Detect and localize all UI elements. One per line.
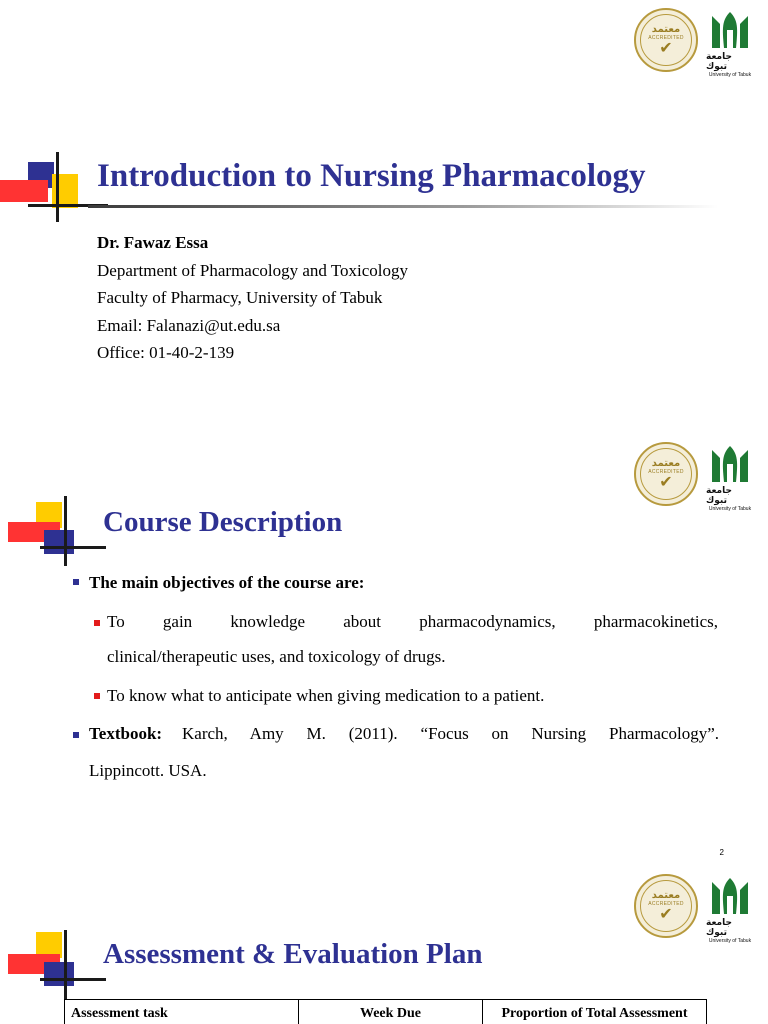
university-arabic-name: جامعة تبوك [706, 486, 732, 506]
assessment-table [64, 999, 707, 1024]
logo-group [634, 442, 754, 512]
checkmark-icon: ✔ [659, 905, 673, 923]
presenter-name: Dr. Fawaz Essa [97, 233, 209, 252]
page-number: 2 [719, 848, 724, 857]
university-emblem-icon [708, 8, 752, 52]
accreditation-seal-logo [634, 874, 698, 938]
table-header-cell: Week Due [299, 1000, 483, 1024]
textbook-line1 [89, 722, 719, 746]
slide-assessment-plan [0, 862, 768, 1024]
university-english-name: University of Tabuk [708, 72, 752, 78]
title-ornament [0, 496, 110, 566]
university-english-name: University of Tabuk [708, 938, 752, 944]
accreditation-seal-logo [634, 442, 698, 506]
seal-english-text: ACCREDITED [648, 900, 684, 907]
title-ornament [0, 930, 110, 1000]
title-ornament [0, 152, 110, 222]
university-logo [706, 8, 754, 78]
textbook-label: Textbook: [89, 724, 163, 743]
seal-arabic-text: معتمد [651, 457, 681, 469]
office-text: Office: 01-40-2-139 [97, 343, 235, 362]
slide-title-text: Course Description [103, 506, 343, 538]
checkmark-icon: ✔ [659, 473, 673, 491]
table-header-cell: Assessment task [65, 1000, 299, 1024]
accreditation-seal-logo [634, 8, 698, 72]
objectives-heading: The main objectives of the course are: [89, 573, 365, 592]
title-underline [88, 205, 718, 208]
university-arabic-name: جامعة تبوك [706, 52, 732, 72]
presenter-info [97, 229, 408, 367]
checkmark-icon: ✔ [659, 39, 673, 57]
slide-title-text: Assessment & Evaluation Plan [103, 938, 483, 970]
table-header-cell: Proportion of Total Assessment [483, 1000, 707, 1024]
bullet-square-icon [73, 732, 79, 738]
university-logo [706, 442, 754, 512]
table-header-row [65, 1000, 707, 1024]
university-arabic-name: جامعة تبوك [706, 918, 732, 938]
seal-english-text: ACCREDITED [648, 34, 684, 41]
seal-english-text: ACCREDITED [648, 468, 684, 475]
seal-arabic-text: معتمد [651, 889, 681, 901]
logo-group [634, 874, 754, 944]
logo-group [634, 8, 754, 78]
university-logo [706, 874, 754, 944]
objective-2: To know what to anticipate when giving medication to a patient. [107, 686, 545, 705]
faculty-text: Faculty of Pharmacy, University of Tabuk [97, 288, 383, 307]
textbook-line2: Lippincott. USA. [89, 761, 207, 780]
bullet-square-icon [94, 620, 100, 626]
seal-arabic-text: معتمد [651, 23, 681, 35]
slide-title-text: Introduction to Nursing Pharmacology [97, 158, 646, 194]
bullet-square-icon [73, 579, 79, 585]
bullet-square-icon [94, 693, 100, 699]
textbook-citation: Karch, Amy M. (2011). “Focus on Nursing Pharmacology”. [182, 724, 719, 743]
objective-1-line1: To gain knowledge about pharmacodynamics, pharmacokinetics, [107, 612, 718, 631]
slide-title [0, 0, 768, 420]
objective-1-line2: clinical/therapeutic uses, and toxicology of drugs. [107, 647, 446, 666]
university-english-name: University of Tabuk [708, 506, 752, 512]
slide-course-description [0, 430, 768, 860]
department-text: Department of Pharmacology and Toxicology [97, 260, 409, 280]
university-emblem-icon [708, 874, 752, 918]
email-text: Email: Falanazi@ut.edu.sa [97, 315, 281, 335]
university-emblem-icon [708, 442, 752, 486]
